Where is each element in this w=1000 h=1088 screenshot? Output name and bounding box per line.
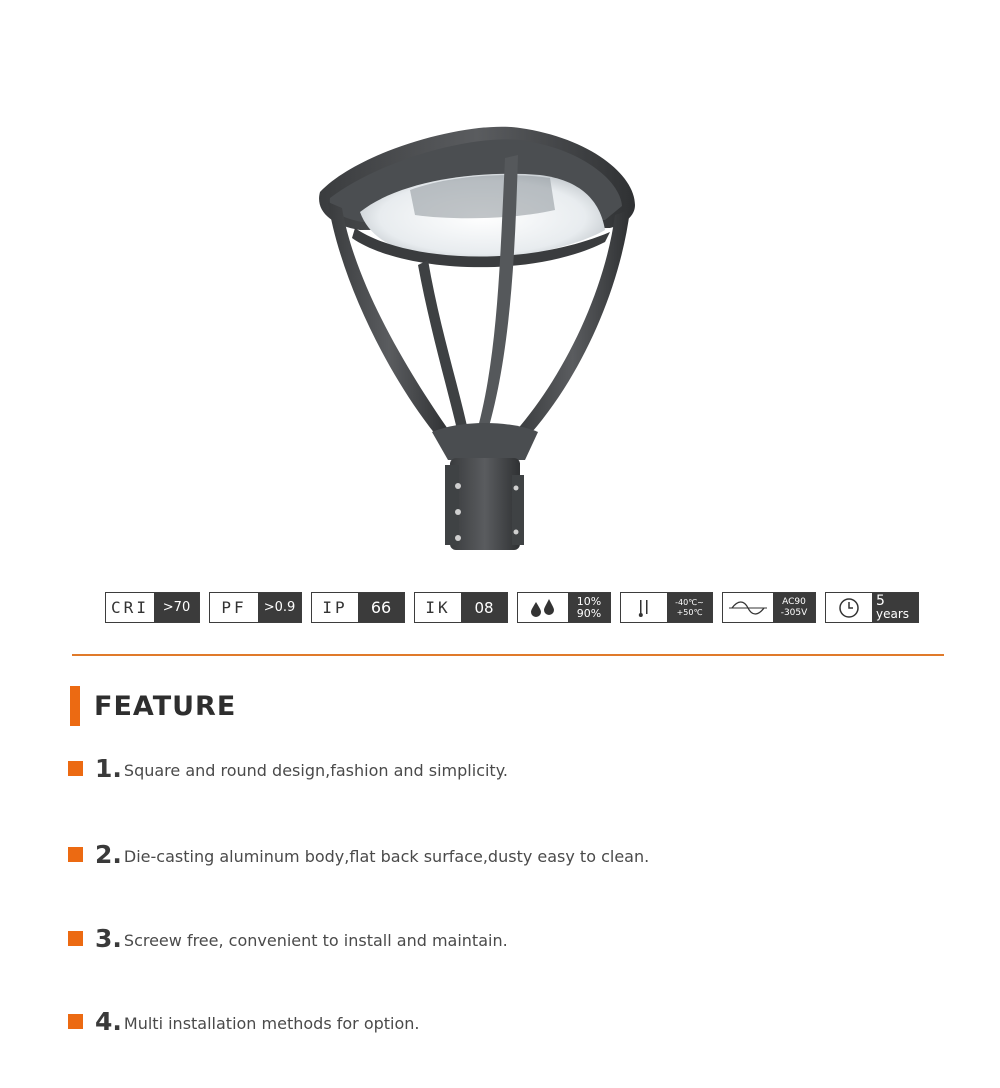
feature-number: 4. [95, 1007, 122, 1036]
spec-value-line2: 90% [576, 606, 602, 620]
spec-value-line1: AC90 [782, 596, 806, 607]
spec-value-line2: +50℃ [676, 607, 703, 617]
spec-pf [209, 592, 302, 623]
spec-voltage [722, 592, 816, 623]
street-lamp-image [300, 120, 660, 560]
bullet-square-icon [68, 761, 83, 776]
feature-text: Screew free, convenient to install and maintain. [123, 931, 508, 950]
heading-accent-bar [70, 686, 80, 726]
feature-item-3 [68, 924, 508, 953]
feature-text: Die-casting aluminum body,flat back surface,dusty easy to clean. [123, 847, 650, 866]
spec-value: 08 [461, 593, 507, 622]
feature-heading [70, 686, 236, 726]
spec-value: >0.9 [258, 593, 301, 622]
feature-number: 2. [95, 840, 122, 869]
feature-item-1 [68, 754, 508, 783]
feature-text: Multi installation methods for option. [123, 1014, 420, 1033]
spec-label: CRI [106, 593, 154, 622]
spec-value-line1: -40℃~ [675, 597, 704, 607]
feature-item-4 [68, 1007, 420, 1036]
ac-wave-icon [723, 593, 773, 622]
feature-item-2 [68, 840, 649, 869]
spec-label: PF [210, 593, 258, 622]
spec-bar [105, 592, 919, 625]
spec-value-line2: years [876, 607, 910, 621]
spec-cri [105, 592, 200, 623]
clock-icon [826, 593, 872, 622]
spec-value: >70 [154, 593, 199, 622]
spec-value-line2: -305V [780, 607, 808, 618]
bullet-square-icon [68, 1014, 83, 1029]
spec-value-line1: 5 [876, 593, 885, 609]
feature-number: 1. [95, 754, 122, 783]
bullet-square-icon [68, 847, 83, 862]
bullet-square-icon [68, 931, 83, 946]
spec-temperature [620, 592, 713, 623]
spec-label: IP [312, 593, 358, 622]
spec-ip [311, 592, 405, 623]
spec-value-line1: 10% [576, 594, 602, 608]
thermometer-icon [621, 593, 667, 622]
spec-ik [414, 592, 508, 623]
spec-warranty [825, 592, 919, 623]
section-divider [72, 654, 944, 656]
spec-humidity [517, 592, 611, 623]
feature-number: 3. [95, 924, 122, 953]
humidity-icon [518, 593, 568, 622]
feature-text: Square and round design,fashion and simplicity. [123, 761, 508, 780]
spec-value: 66 [358, 593, 404, 622]
spec-label: IK [415, 593, 461, 622]
feature-title: FEATURE [94, 690, 237, 722]
